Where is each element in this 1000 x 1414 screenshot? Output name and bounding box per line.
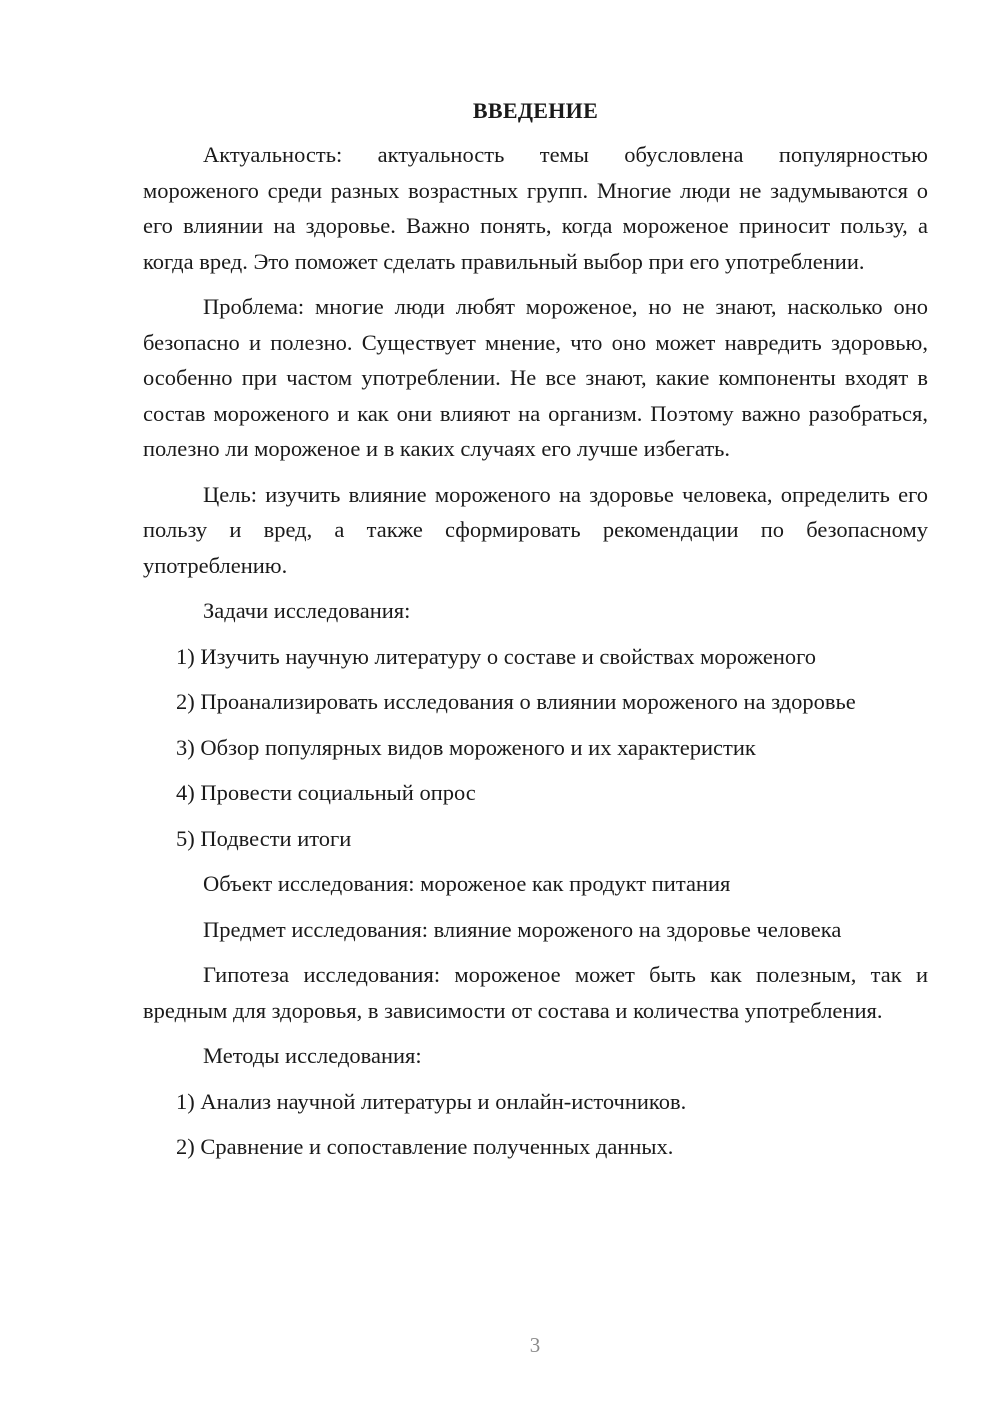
list-item: 2) Проанализировать исследования о влиянии мороженого на здоровье	[176, 689, 856, 714]
methods-heading: Методы исследования:	[203, 1043, 422, 1068]
hypothesis-paragraph: Гипотеза исследования: мороженое может быть как полезным, так и вредным для здоровья, в зависимости от состава и количества употребления.	[143, 962, 928, 1023]
methods-list	[143, 1084, 928, 1165]
tasks-list	[143, 639, 928, 857]
list-item: 1) Анализ научной литературы и онлайн-источников.	[176, 1088, 687, 1114]
object-line: Объект исследования: мороженое как продукт питания	[203, 871, 731, 896]
tasks-heading: Задачи исследования:	[203, 598, 411, 623]
page-title: ВВЕДЕНИЕ	[472, 98, 599, 123]
goal-paragraph: Цель: изучить влияние мороженого на здоровье человека, определить его пользу и вред, а также сформировать рекомендации по безопасному употреблению.	[143, 481, 928, 578]
list-item: 5) Подвести итоги	[176, 825, 352, 851]
subject-line: Предмет исследования: влияние мороженого на здоровье человека	[203, 916, 842, 942]
relevance-paragraph: Актуальность: актуальность темы обусловлена популярностью мороженого среди разных возрастных групп. Многие люди не задумываются о его влиянии на здоровье. Важно понять, когда мороженое приносит пользу, а когда вред. Это поможет сделать правильный выбор при его употреблении.	[143, 142, 928, 274]
list-item: 2) Сравнение и сопоставление полученных данных.	[176, 1134, 674, 1159]
document-page	[143, 96, 928, 1175]
list-item: 1) Изучить научную литературу о составе и свойствах мороженого	[176, 643, 817, 669]
list-item: 3) Обзор популярных видов мороженого и их характеристик	[176, 734, 756, 760]
list-item: 4) Провести социальный опрос	[176, 780, 476, 805]
page-number: 3	[529, 1333, 541, 1357]
problem-paragraph: Проблема: многие люди любят мороженое, но не знают, насколько оно безопасно и полезно. Существует мнение, что оно может навредить здоровью, особенно при частом употреблении. Не все знают, какие компоненты входят в состав мороженого и как они влияют на организм. Поэтому важно разобраться, полезно ли мороженое и в каких случаях его лучше избегать.	[143, 294, 928, 461]
